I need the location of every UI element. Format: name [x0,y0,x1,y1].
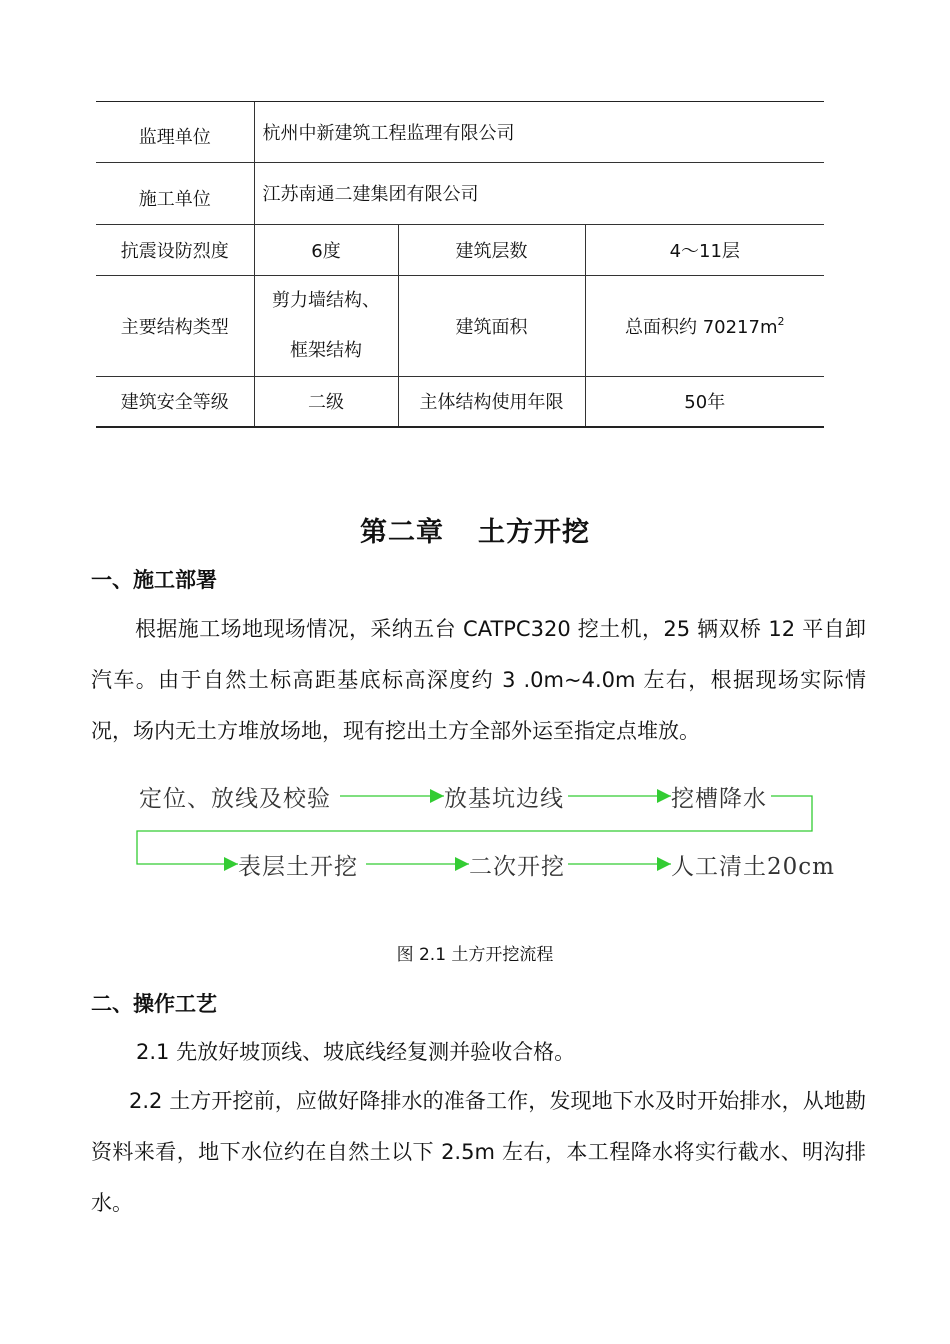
safety-label: 建筑安全等级 [96,377,254,427]
flow-step-secondary-excavation: 二次开挖 [469,854,565,880]
constructor-value: 江苏南通二建集团有限公司 [254,163,824,225]
chapter-name: 土方开挖 [478,517,590,548]
flow-step-manual-clearing: 人工清土20cm [671,854,835,880]
process-item-2-2: 2.2 土方开挖前，应做好降排水的准备工作，发现地下水及时开始排水，从地勘资料来看，地下水位约在自然土以下 2.5m 左右，本工程降水将实行截水、明沟排水。 [91,1089,866,1215]
flow-step-positioning: 定位、放线及校验 [139,786,331,812]
structure-value-line1: 剪力墙结构、 [272,290,380,311]
constructor-label: 施工单位 [96,163,254,225]
service-life-label: 主体结构使用年限 [398,377,585,427]
seismic-value: 6度 [254,225,398,276]
area-value-text: 总面积约 70217m [624,317,778,338]
figure-caption: 图 2.1 土方开挖流程 [396,945,554,965]
service-life-value: 50年 [585,377,824,427]
flow-step-surface-excavation: 表层土开挖 [238,854,358,880]
safety-value: 二级 [254,377,398,427]
deployment-paragraph: 根据施工场地现场情况，采纳五台 CATPC320 挖土机，25 辆双桥 12 平自卸汽车。由于自然土标高距基底标高深度约 3 .0m~4.0m 左右，根据现场实际情况，场内无土方堆放场地，现有挖出土方全部外运至指定点堆放。 [91,617,866,743]
structure-label: 主要结构类型 [96,276,254,377]
process-item-2-1: 2.1 先放好坡顶线、坡底线经复测并验收合格。 [136,1040,576,1064]
flow-step-trench-dewatering: 挖槽降水 [671,786,767,812]
area-unit-superscript: 2 [777,315,785,328]
chapter-number: 第二章 [360,517,444,548]
section-heading-process: 二、操作工艺 [91,992,217,1016]
supervisor-label: 监理单位 [96,102,254,163]
floors-label: 建筑层数 [398,225,585,276]
flow-step-pit-edge: 放基坑边线 [444,786,564,812]
floors-value: 4～11层 [585,225,824,276]
section-heading-deployment: 一、施工部署 [91,568,217,592]
seismic-label: 抗震设防烈度 [96,225,254,276]
supervisor-value: 杭州中新建筑工程监理有限公司 [254,102,824,163]
area-label: 建筑面积 [398,276,585,377]
structure-value-line2: 框架结构 [290,340,362,361]
